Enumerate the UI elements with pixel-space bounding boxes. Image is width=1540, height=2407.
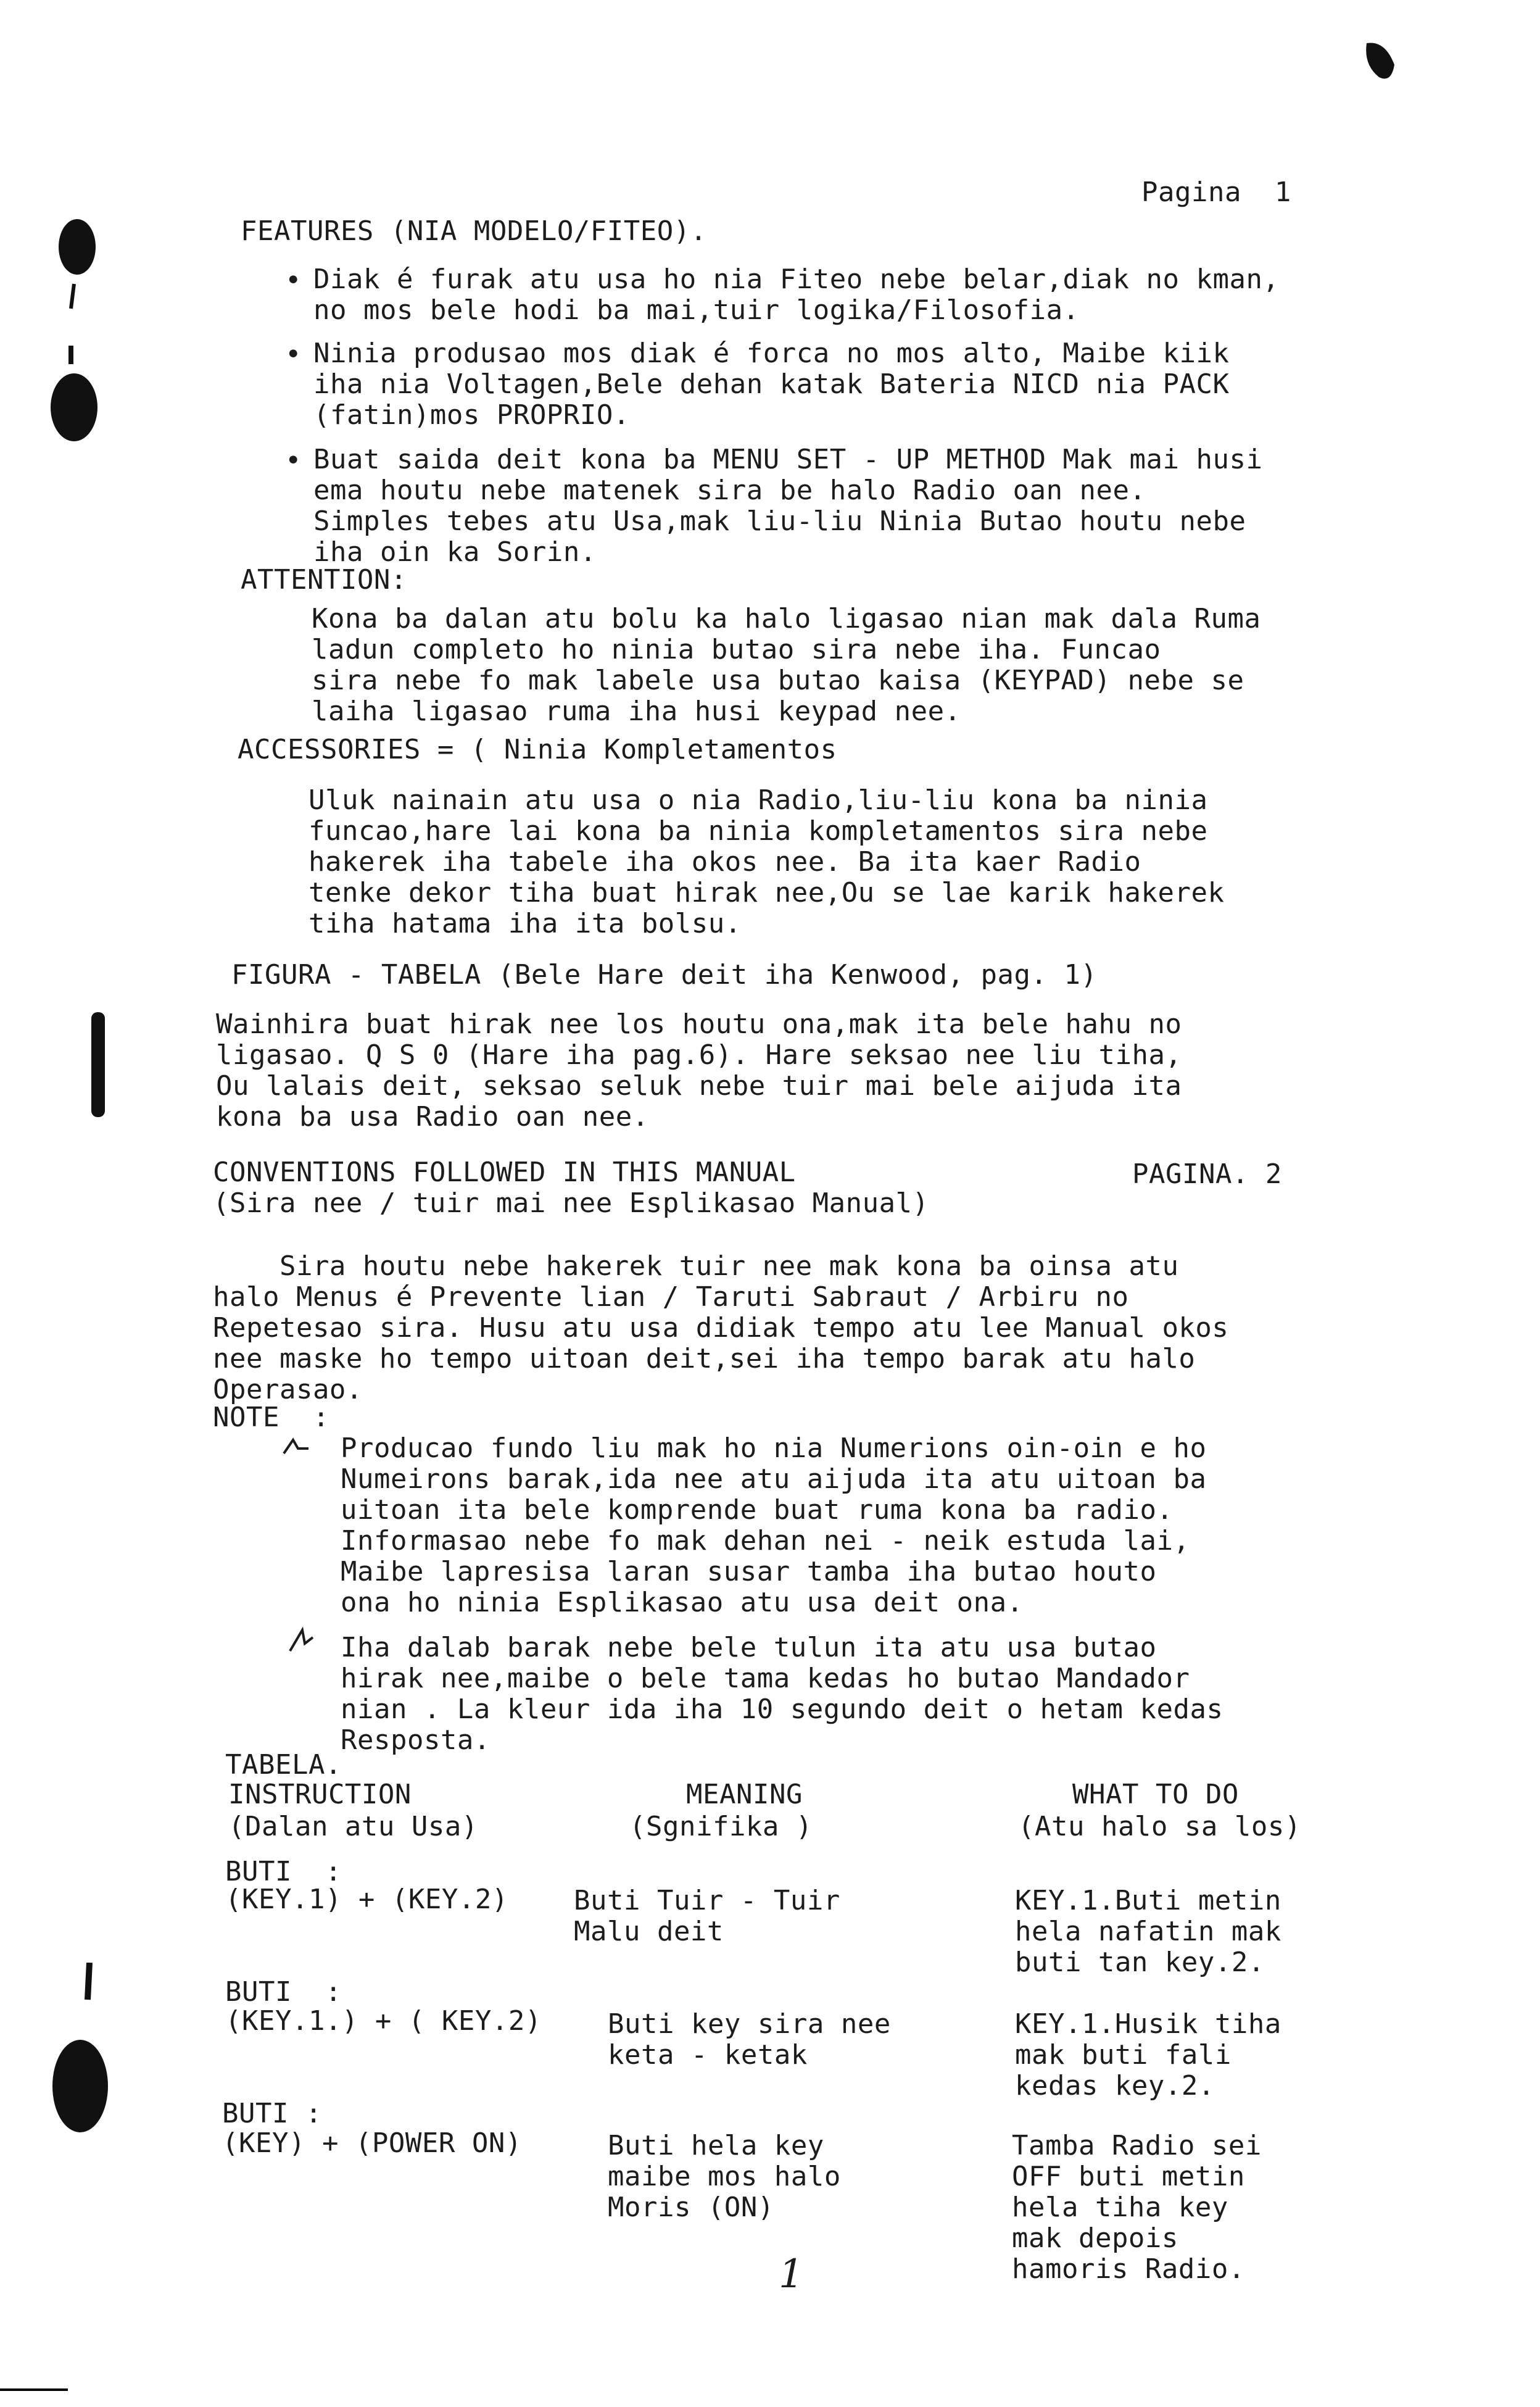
attention-heading: ATTENTION: xyxy=(241,564,407,596)
attention-line: sira nebe fo mak labele usa butao kaisa (KEYPAD) nebe se xyxy=(312,665,1244,696)
table-row-1-what: KEY.1.Buti metin xyxy=(1015,1885,1281,1916)
note-item-2-line: hirak nee,maibe o bele tama kedas ho butao Mandador xyxy=(341,1663,1190,1694)
table-row-2-what: mak buti fali xyxy=(1015,2039,1232,2071)
attention-line: ladun completo ho ninia butao sira nebe iha. Funcao xyxy=(312,634,1161,665)
accessories-line: tiha hatama iha ita bolsu. xyxy=(308,908,742,939)
features-bullet-2-line: (fatin)mos PROPRIO. xyxy=(313,399,630,431)
table-row-2-meaning: Buti key sira nee xyxy=(608,2008,891,2040)
features-bullet-3-line: iha oin ka Sorin. xyxy=(313,536,597,568)
binder-hole-smudge-middle xyxy=(80,1012,117,1136)
figura-heading: FIGURA - TABELA (Bele Hare deit iha Kenwood, pag. 1) xyxy=(231,959,1098,991)
conventions-line: nee maske ho tempo uitoan deit,sei iha tempo barak atu halo xyxy=(213,1343,1196,1374)
table-row-2-meaning: keta - ketak xyxy=(608,2039,808,2071)
binder-hole-smudge-lower xyxy=(43,1963,111,2148)
note-item-1-line: Informasao nebe fo mak dehan nei - neik estuda lai, xyxy=(341,1525,1190,1557)
table-row-3-instruction: BUTI : xyxy=(222,2098,322,2129)
note-arrow-icon xyxy=(281,1435,312,1460)
figura-line: Wainhira buat hirak nee los houtu ona,mak ita bele hahu no xyxy=(216,1008,1182,1040)
features-heading: FEATURES (NIA MODELO/FITEO). xyxy=(241,215,707,247)
features-bullet-3-line: Simples tebes atu Usa,mak liu-liu Ninia Butao houtu nebe xyxy=(313,505,1246,537)
note-item-1-line: ona ho ninia Esplikasao atu usa deit ona. xyxy=(341,1587,1024,1618)
table-row-1-instruction: BUTI : xyxy=(225,1856,342,1887)
tabela-title: TABELA. xyxy=(225,1749,342,1781)
table-row-2-instruction: BUTI : xyxy=(225,1976,342,2008)
figura-line: Ou lalais deit, seksao seluk nebe tuir mai bele aijuda ita xyxy=(216,1070,1182,1102)
table-header-instruction: INSTRUCTION xyxy=(228,1779,412,1810)
note-warning-icon xyxy=(285,1626,316,1654)
footer-page-number: 1 xyxy=(779,2251,805,2297)
note-item-1-line: Numeirons barak,ida nee atu aijuda ita atu uitoan ba xyxy=(341,1463,1207,1495)
features-bullet-2-line: Ninia produsao mos diak é forca no mos alto, Maibe kiik xyxy=(313,338,1230,369)
table-row-3-instruction: (KEY) + (POWER ON) xyxy=(222,2127,522,2159)
table-header-meaning-sub: (Sgnifika ) xyxy=(629,1811,813,1842)
table-row-1-meaning: Buti Tuir - Tuir xyxy=(574,1885,840,1916)
accessories-line: funcao,hare lai kona ba ninia kompletamentos sira nebe xyxy=(308,815,1208,847)
table-row-2-what: kedas key.2. xyxy=(1015,2070,1215,2101)
page-header: Pagina 1 xyxy=(1141,177,1291,208)
features-bullet-3-line: ema houtu nebe matenek sira be halo Radio oan nee. xyxy=(313,475,1146,506)
bullet-marker: • xyxy=(285,265,302,296)
table-header-meaning: MEANING xyxy=(686,1779,803,1810)
binder-hole-smudge-top xyxy=(49,216,105,315)
table-header-instruction-sub: (Dalan atu Usa) xyxy=(228,1811,478,1842)
attention-line: Kona ba dalan atu bolu ka halo ligasao nian mak dala Ruma xyxy=(312,603,1261,634)
conventions-line: Repetesao sira. Husu atu usa didiak tempo atu lee Manual okos xyxy=(213,1312,1229,1344)
table-row-1-what: buti tan key.2. xyxy=(1015,1947,1265,1978)
conventions-page-ref: PAGINA. 2 xyxy=(1132,1158,1282,1190)
scan-edge-line xyxy=(0,2388,68,2391)
table-header-what: WHAT TO DO xyxy=(1072,1779,1239,1810)
accessories-line: Uluk nainain atu usa o nia Radio,liu-liu kona ba ninia xyxy=(308,784,1208,816)
features-bullet-2-line: iha nia Voltagen,Bele dehan katak Bateria NICD nia PACK xyxy=(313,368,1230,400)
table-row-3-meaning: Buti hela key xyxy=(608,2130,824,2161)
table-row-1-meaning: Malu deit xyxy=(574,1916,724,1947)
note-item-2-line: nian . La kleur ida iha 10 segundo deit o hetam kedas xyxy=(341,1694,1223,1725)
features-bullet-1-line: no mos bele hodi ba mai,tuir logika/Filosofia. xyxy=(313,294,1080,326)
features-bullet-1-line: Diak é furak atu usa ho nia Fiteo nebe belar,diak no kman, xyxy=(313,264,1280,295)
figura-line: kona ba usa Radio oan nee. xyxy=(216,1101,649,1133)
table-row-3-meaning: maibe mos halo xyxy=(608,2161,841,2192)
conventions-heading: CONVENTIONS FOLLOWED IN THIS MANUAL xyxy=(213,1157,796,1188)
table-row-3-what: Tamba Radio sei xyxy=(1012,2130,1262,2161)
accessories-line: hakerek iha tabele iha okos nee. Ba ita kaer Radio xyxy=(308,846,1141,878)
conventions-line: Sira houtu nebe hakerek tuir nee mak kona ba oinsa atu xyxy=(213,1250,1179,1282)
binder-hole-smudge-upper xyxy=(43,346,105,451)
note-item-1-line: uitoan ita bele komprende buat ruma kona ba radio. xyxy=(341,1494,1174,1526)
conventions-line: Operasao. xyxy=(213,1374,363,1405)
table-row-2-what: KEY.1.Husik tiha xyxy=(1015,2008,1281,2040)
note-item-1-line: Maibe lapresisa laran susar tamba iha butao houto xyxy=(341,1556,1157,1587)
conventions-subheading: (Sira nee / tuir mai nee Esplikasao Manual) xyxy=(213,1187,929,1219)
note-item-2-line: Iha dalab barak nebe bele tulun ita atu usa butao xyxy=(341,1632,1157,1663)
accessories-heading: ACCESSORIES = ( Ninia Kompletamentos xyxy=(238,734,837,765)
table-row-3-what: hamoris Radio. xyxy=(1012,2253,1245,2285)
attention-line: laiha ligasao ruma iha husi keypad nee. xyxy=(312,696,961,727)
table-row-3-what: hela tiha key xyxy=(1012,2192,1228,2223)
accessories-line: tenke dekor tiha buat hirak nee,Ou se lae karik hakerek xyxy=(308,877,1225,908)
table-row-3-meaning: Moris (ON) xyxy=(608,2192,774,2223)
table-row-3-what: OFF buti metin xyxy=(1012,2161,1245,2192)
note-heading: NOTE : xyxy=(213,1402,329,1433)
table-header-what-sub: (Atu halo sa los) xyxy=(1018,1811,1301,1842)
table-row-1-what: hela nafatin mak xyxy=(1015,1916,1281,1947)
bullet-marker: • xyxy=(285,445,302,476)
table-row-1-instruction: (KEY.1) + (KEY.2) xyxy=(225,1884,508,1915)
conventions-line: halo Menus é Prevente lian / Taruti Sabraut / Arbiru no xyxy=(213,1281,1129,1313)
table-row-2-instruction: (KEY.1.) + ( KEY.2) xyxy=(225,2005,542,2037)
note-item-1-line: Producao fundo liu mak ho nia Numerions oin-oin e ho xyxy=(341,1432,1207,1464)
bullet-marker: • xyxy=(285,339,302,370)
corner-ink-mark xyxy=(1357,34,1413,89)
note-item-2-line: Resposta. xyxy=(341,1724,491,1756)
table-row-3-what: mak depois xyxy=(1012,2222,1178,2254)
features-bullet-3-line: Buat saida deit kona ba MENU SET - UP METHOD Mak mai husi xyxy=(313,444,1263,475)
figura-line: ligasao. Q S 0 (Hare iha pag.6). Hare seksao nee liu tiha, xyxy=(216,1039,1182,1071)
